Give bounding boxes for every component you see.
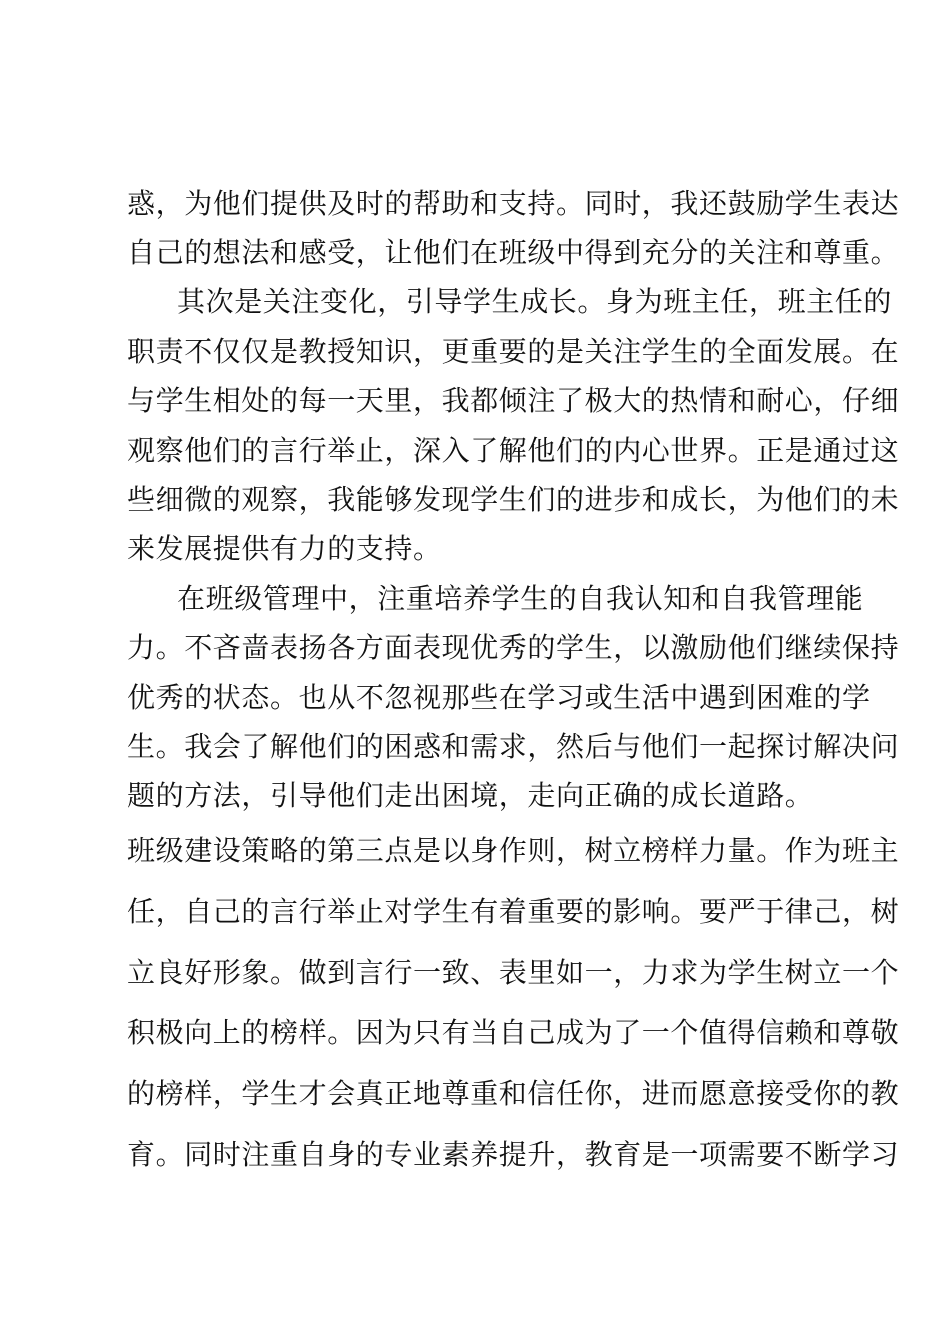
paragraph-2-line-6: 来发展提供有力的支持。 — [127, 532, 442, 565]
paragraph-4-line-1: 班级建设策略的第三点是以身作则，树立榜样力量。作为班主 — [127, 834, 900, 867]
paragraph-4-line-2: 任，自己的言行举止对学生有着重要的影响。要严于律己，树 — [127, 895, 900, 928]
paragraph-4-line-3: 立良好形象。做到言行一致、表里如一，力求为学生树立一个 — [127, 956, 900, 989]
paragraph-4-line-6: 育。同时注重自身的专业素养提升，教育是一项需要不断学习 — [127, 1138, 900, 1171]
paragraph-3-line-4: 生。我会了解他们的困惑和需求，然后与他们一起探讨解决问 — [127, 730, 900, 763]
paragraph-1-line-2: 自己的想法和感受，让他们在班级中得到充分的关注和尊重。 — [127, 236, 900, 269]
paragraph-3-line-5: 题的方法，引导他们走出困境，走向正确的成长道路。 — [127, 779, 814, 812]
paragraph-2-line-1: 其次是关注变化，引导学生成长。身为班主任，班主任的 — [177, 285, 893, 318]
paragraph-3-line-2: 力。不吝啬表扬各方面表现优秀的学生，以激励他们继续保持 — [127, 631, 900, 664]
paragraph-4-line-5: 的榜样，学生才会真正地尊重和信任你，进而愿意接受你的教 — [127, 1077, 900, 1110]
paragraph-2-line-5: 些细微的观察，我能够发现学生们的进步和成长，为他们的未 — [127, 483, 900, 516]
paragraph-3-line-1: 在班级管理中，注重培养学生的自我认知和自我管理能 — [177, 582, 864, 615]
paragraph-2-line-3: 与学生相处的每一天里，我都倾注了极大的热情和耐心，仔细 — [127, 384, 900, 417]
paragraph-2-line-2: 职责不仅仅是教授知识，更重要的是关注学生的全面发展。在 — [127, 335, 900, 368]
paragraph-4-line-4: 积极向上的榜样。因为只有当自己成为了一个值得信赖和尊敬 — [127, 1016, 900, 1049]
paragraph-2-line-4: 观察他们的言行举止，深入了解他们的内心世界。正是通过这 — [127, 434, 900, 467]
paragraph-1-line-1: 惑，为他们提供及时的帮助和支持。同时，我还鼓励学生表达 — [127, 187, 900, 220]
paragraph-3-line-3: 优秀的状态。也从不忽视那些在学习或生活中遇到困难的学 — [127, 681, 871, 714]
